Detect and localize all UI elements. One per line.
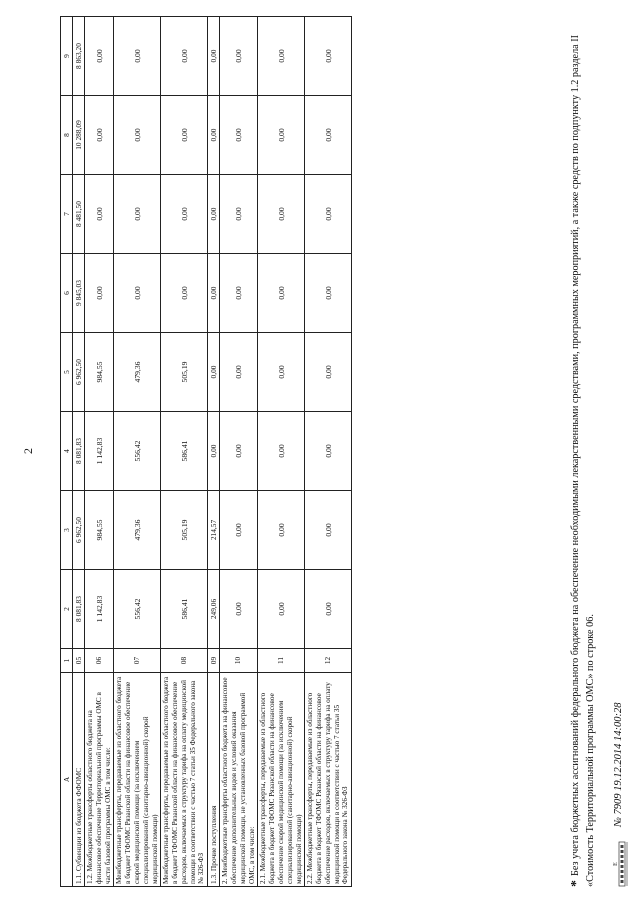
value-cell: 0,00 — [258, 491, 305, 570]
value-cell: 586,41 — [161, 412, 208, 491]
value-cell: 1 142,83 — [85, 570, 114, 649]
column-header: 4 — [61, 412, 73, 491]
value-cell: 0,00 — [220, 570, 258, 649]
value-cell: 984,55 — [85, 333, 114, 412]
value-cell: 9 845,03 — [73, 254, 85, 333]
budget-table-container — [60, 17, 352, 887]
value-cell: 556,42 — [114, 412, 161, 491]
value-cell: 0,00 — [220, 96, 258, 175]
value-cell: 0,00 — [220, 333, 258, 412]
value-cell: 0,00 — [258, 254, 305, 333]
value-cell: 0,00 — [220, 412, 258, 491]
value-cell: 505,19 — [161, 491, 208, 570]
value-cell: 0,00 — [258, 175, 305, 254]
value-cell: 0,00 — [85, 254, 114, 333]
value-cell: 0,00 — [114, 175, 161, 254]
table-row — [85, 17, 114, 887]
value-cell: 0,00 — [114, 96, 161, 175]
column-header: 3 — [61, 491, 73, 570]
value-cell: 0,00 — [258, 17, 305, 96]
table-row — [73, 17, 85, 887]
logo-letter: E — [613, 862, 619, 866]
value-cell: 0,00 — [161, 17, 208, 96]
row-name: 1.3. Прочие поступления — [208, 673, 220, 887]
footnote — [566, 27, 598, 887]
value-cell: 0,00 — [208, 17, 220, 96]
column-header: 2 — [61, 570, 73, 649]
column-header: 7 — [61, 175, 73, 254]
column-header: 8 — [61, 96, 73, 175]
footnote-text: Без учета бюджетных ассигнований федерального бюджета на обеспечение необходимыми лекарственными средствами, программных мероприятий, а также средств по подпункту 1.2 раздела II «Стоимость Территориальной программы ОМС» по строке 06. — [570, 34, 597, 887]
value-cell: 10 288,09 — [73, 96, 85, 175]
value-cell: 0,00 — [220, 491, 258, 570]
row-name: 2. Межбюджетные трансферты областного бюджета на финансовое обеспечение дополнительных видов и условий оказания медицинской помощи, не установленных базовой программой ОМС, в том числе: — [220, 673, 258, 887]
row-name: 2.1. Межбюджетные трансферты, передаваемые из областного бюджета в бюджет ТФОМС Рязанской области на финансовое обеспечение скорой медицинской помощи (за исключением специализированной (санитарно-авиационной) скорой медицинской помощи) — [258, 673, 305, 887]
value-cell: 8 863,20 — [73, 17, 85, 96]
value-cell: 1 142,83 — [85, 412, 114, 491]
row-code: 07 — [114, 649, 161, 673]
value-cell: 479,36 — [114, 333, 161, 412]
column-header: А — [61, 673, 73, 887]
value-cell: 479,36 — [114, 491, 161, 570]
value-cell: 556,42 — [114, 570, 161, 649]
registration-stamp — [610, 587, 632, 887]
value-cell: 0,00 — [258, 333, 305, 412]
value-cell: 8 081,83 — [73, 570, 85, 649]
column-header: 5 — [61, 333, 73, 412]
value-cell: 0,00 — [220, 175, 258, 254]
page-number: 2 — [21, 448, 35, 454]
value-cell: 984,55 — [85, 491, 114, 570]
table-row — [208, 17, 220, 887]
table-row — [305, 17, 352, 887]
row-code: 05 — [73, 649, 85, 673]
value-cell: 0,00 — [258, 96, 305, 175]
value-cell: 0,00 — [208, 412, 220, 491]
row-code: 11 — [258, 649, 305, 673]
value-cell: 0,00 — [305, 17, 352, 96]
table-row — [161, 17, 208, 887]
table-row — [258, 17, 305, 887]
row-name: 1.2. Межбюджетные трансферты областного бюджета на финансовое обеспечение Территориальной программы ОМС в части базовой программы ОМС в том числе: — [85, 673, 114, 887]
value-cell: 249,06 — [208, 570, 220, 649]
budget-table — [60, 16, 352, 887]
value-cell: 0,00 — [305, 570, 352, 649]
budget-table-body — [61, 17, 352, 887]
value-cell: 505,19 — [161, 333, 208, 412]
value-cell: 0,00 — [208, 333, 220, 412]
row-code: 08 — [161, 649, 208, 673]
value-cell: 0,00 — [305, 333, 352, 412]
value-cell: 0,00 — [258, 570, 305, 649]
value-cell: 0,00 — [258, 412, 305, 491]
value-cell: 0,00 — [85, 175, 114, 254]
row-name: 1.1. Субвенции из бюджета ФФОМС — [73, 673, 85, 887]
column-header: 1 — [61, 649, 73, 673]
column-header: 9 — [61, 17, 73, 96]
value-cell: 0,00 — [305, 412, 352, 491]
row-name: Межбюджетные трансферты, передаваемые из областного бюджета в бюджет ТФОМС Рязанской области на финансовое обеспечение скорой медицинской помощи (за исключением специализированной (санитарно-авиационной) скорой медицинской помощи) — [114, 673, 161, 887]
row-code: 06 — [85, 649, 114, 673]
value-cell: 0,00 — [305, 96, 352, 175]
table-row — [114, 17, 161, 887]
row-name: Межбюджетные трансферты, передаваемые из областного бюджета в бюджет ТФОМС Рязанской области на финансовое обеспечение расходов, включаемых в структуру тарифа на оплату медицинской помощи в соответствии с частью 7 статьи 35 Федерального закона № 326-ФЗ — [161, 673, 208, 887]
value-cell: 0,00 — [114, 254, 161, 333]
value-cell: 8 481,50 — [73, 175, 85, 254]
table-row — [220, 17, 258, 887]
row-name: 2.2. Межбюджетные трансферты, передаваемые из областного бюджета в бюджет ТФОМС Рязанской области на финансовое обеспечение расходов, включаемых в структуру тарифа на оплату медицинской помощи в соответствии с частью 7 статьи 35 Федерального закона № 326-ФЗ — [305, 673, 352, 887]
value-cell: 0,00 — [161, 254, 208, 333]
value-cell: 0,00 — [85, 17, 114, 96]
row-code: 10 — [220, 649, 258, 673]
value-cell: 0,00 — [114, 17, 161, 96]
value-cell: 0,00 — [208, 96, 220, 175]
value-cell: 8 081,83 — [73, 412, 85, 491]
table-header-row — [61, 17, 73, 887]
row-code: 12 — [305, 649, 352, 673]
value-cell: 0,00 — [220, 17, 258, 96]
value-cell: 586,41 — [161, 570, 208, 649]
value-cell: 6 962,50 — [73, 491, 85, 570]
value-cell: 0,00 — [161, 175, 208, 254]
value-cell: 0,00 — [305, 491, 352, 570]
value-cell: 0,00 — [305, 175, 352, 254]
row-code: 09 — [208, 649, 220, 673]
organization-logo — [610, 841, 630, 887]
value-cell: 0,00 — [208, 254, 220, 333]
value-cell: 6 962,50 — [73, 333, 85, 412]
value-cell: 214,57 — [208, 491, 220, 570]
value-cell: 0,00 — [220, 254, 258, 333]
document-number: № 7909 19.12.2014 14:00:28 — [613, 702, 624, 827]
value-cell: 0,00 — [85, 96, 114, 175]
value-cell: 0,00 — [305, 254, 352, 333]
value-cell: 0,00 — [208, 175, 220, 254]
value-cell: 0,00 — [161, 96, 208, 175]
column-header: 6 — [61, 254, 73, 333]
footnote-marker: * — [569, 880, 584, 887]
